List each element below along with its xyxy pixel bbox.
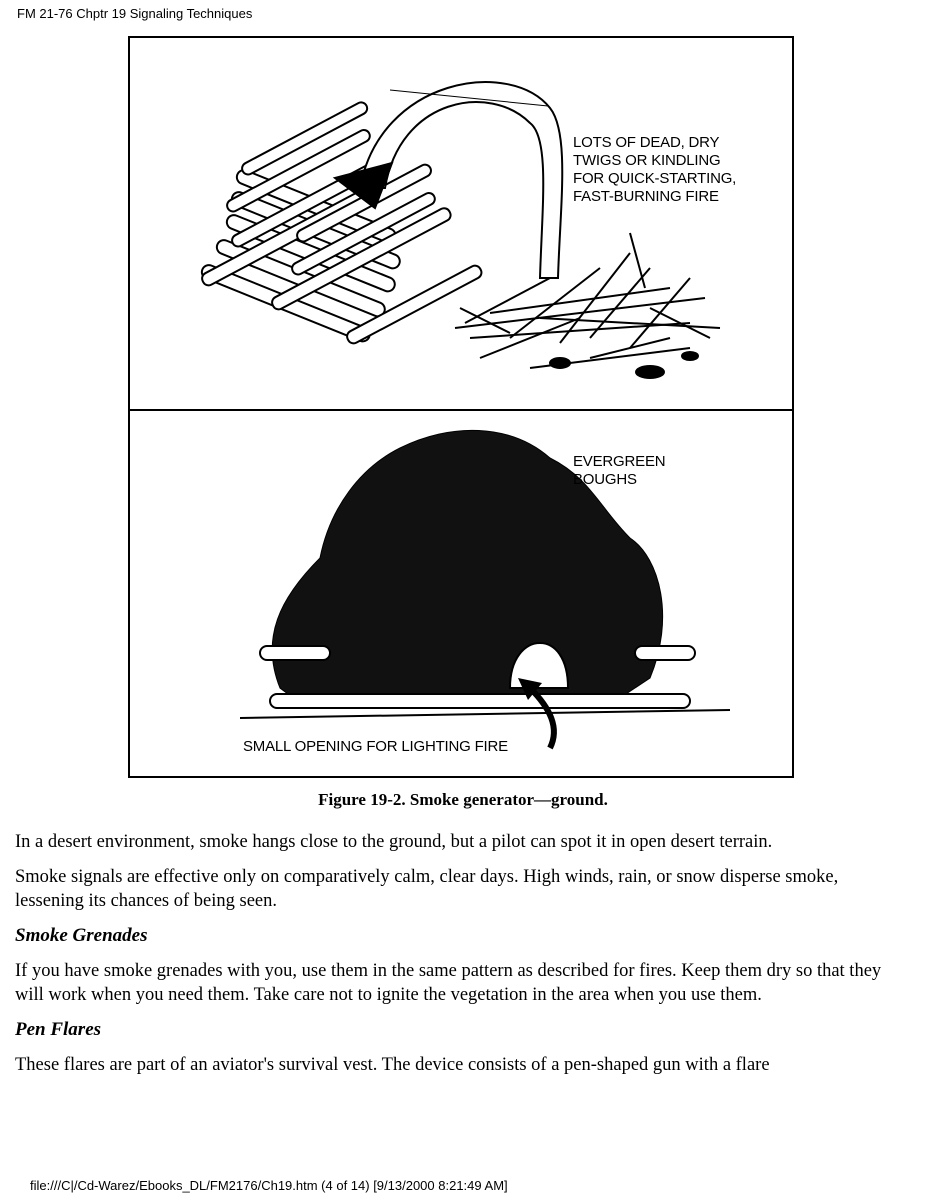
paragraph-desert-smoke: In a desert environment, smoke hangs close to the ground, but a pilot can spot it in open desert terrain. xyxy=(15,832,773,852)
figure-caption: Figure 19-2. Smoke generator—ground. xyxy=(318,790,608,809)
platform-logs xyxy=(200,100,484,345)
evergreen-boughs-label: EVERGREEN BOUGHS xyxy=(573,453,666,488)
small-opening-label: SMALL OPENING FOR LIGHTING FIRE xyxy=(243,738,508,755)
paragraph-calm-days: Smoke signals are effective only on comparatively calm, clear days. High winds, rain, or snow disperse smoke, lessening its chances of being seen. xyxy=(15,867,839,911)
heading-smoke-grenades: Smoke Grenades xyxy=(15,925,148,946)
page-header-title: FM 21-76 Chptr 19 Signaling Techniques xyxy=(17,6,253,21)
kindling-pile xyxy=(455,233,720,378)
kindling-label: LOTS OF DEAD, DRY TWIGS OR KINDLING FOR QUICK-STARTING, FAST-BURNING FIRE xyxy=(573,134,737,205)
paragraph-pen-flares: These flares are part of an aviator's survival vest. The device consists of a pen-shaped gun with a flare xyxy=(15,1055,770,1075)
body-text xyxy=(15,830,910,1088)
figure-smoke-generator xyxy=(128,36,794,778)
heading-pen-flares: Pen Flares xyxy=(15,1019,102,1040)
page-footer-path: file:///C|/Cd-Warez/Ebooks_DL/FM2176/Ch19.htm (4 of 14) [9/13/2000 8:21:49 AM] xyxy=(30,1178,508,1193)
log-platform-drawing xyxy=(200,82,563,345)
paragraph-smoke-grenades: If you have smoke grenades with you, use them in the same pattern as described for fires. Keep them dry so that they will work when you need them. Take care not to ignite the vegetation in the area when you use them. xyxy=(15,961,882,1005)
